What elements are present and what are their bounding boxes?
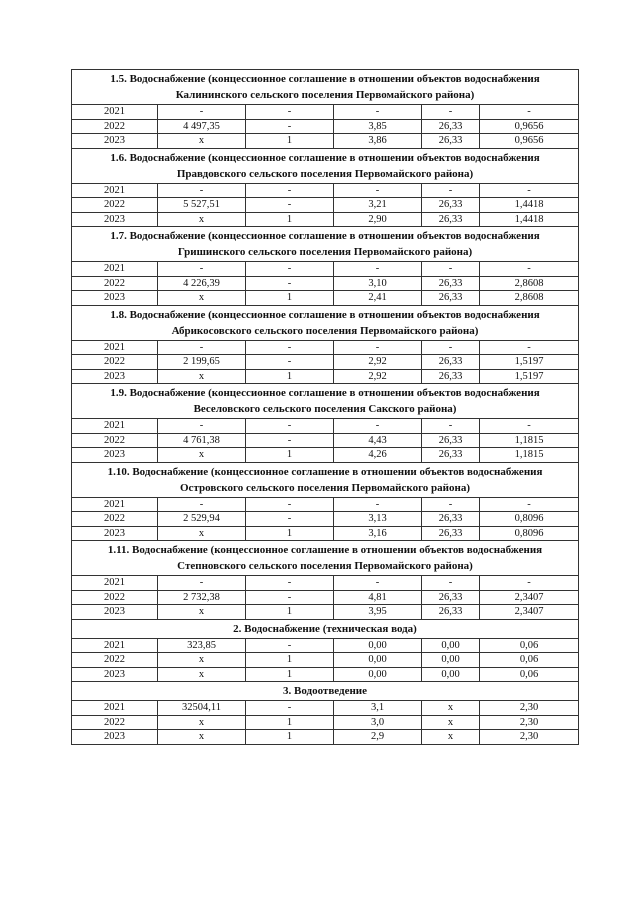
percent-cell: x [422, 730, 480, 745]
percent-cell: 26,33 [422, 448, 480, 463]
year-cell: 2021 [72, 701, 158, 716]
table-row [72, 730, 579, 745]
value-cell: 323,85 [158, 638, 246, 653]
quantity-cell: 1 [246, 730, 334, 745]
year-cell: 2022 [72, 590, 158, 605]
percent-cell: 26,33 [422, 134, 480, 149]
coefficient-cell: 0,8096 [480, 526, 579, 541]
coefficient-cell: - [480, 183, 579, 198]
rate-cell: - [334, 105, 422, 120]
coefficient-cell: 2,3407 [480, 590, 579, 605]
year-cell: 2022 [72, 355, 158, 370]
percent-cell: 26,33 [422, 276, 480, 291]
table-row [72, 198, 579, 213]
quantity-cell: - [246, 638, 334, 653]
year-cell: 2021 [72, 576, 158, 591]
table-row [72, 369, 579, 384]
coefficient-cell: 0,9656 [480, 119, 579, 134]
table-row [72, 512, 579, 527]
quantity-cell: 1 [246, 667, 334, 682]
value-cell: - [158, 105, 246, 120]
year-cell: 2023 [72, 667, 158, 682]
quantity-cell: - [246, 183, 334, 198]
section-header-row [72, 227, 579, 262]
percent-cell: - [422, 497, 480, 512]
year-cell: 2023 [72, 448, 158, 463]
rate-cell: 0,00 [334, 653, 422, 668]
quantity-cell: - [246, 512, 334, 527]
year-cell: 2022 [72, 276, 158, 291]
year-cell: 2021 [72, 638, 158, 653]
year-cell: 2023 [72, 369, 158, 384]
rate-cell: 2,92 [334, 355, 422, 370]
coefficient-cell: 2,8608 [480, 276, 579, 291]
quantity-cell: 1 [246, 448, 334, 463]
section-header-row [72, 384, 579, 419]
table-row [72, 497, 579, 512]
value-cell: x [158, 448, 246, 463]
quantity-cell: - [246, 433, 334, 448]
quantity-cell: - [246, 497, 334, 512]
coefficient-cell: 1,4418 [480, 212, 579, 227]
year-cell: 2022 [72, 512, 158, 527]
percent-cell: 26,33 [422, 212, 480, 227]
value-cell: x [158, 134, 246, 149]
quantity-cell: 1 [246, 291, 334, 306]
rate-cell: 3,16 [334, 526, 422, 541]
year-cell: 2021 [72, 105, 158, 120]
value-cell: 2 732,38 [158, 590, 246, 605]
value-cell: - [158, 183, 246, 198]
coefficient-cell: - [480, 262, 579, 277]
value-cell: - [158, 576, 246, 591]
table-row [72, 355, 579, 370]
coefficient-cell: 0,06 [480, 667, 579, 682]
rate-cell: - [334, 497, 422, 512]
rate-cell: 3,95 [334, 605, 422, 620]
value-cell: x [158, 526, 246, 541]
table-row [72, 605, 579, 620]
quantity-cell: 1 [246, 715, 334, 730]
value-cell: x [158, 605, 246, 620]
table-row [72, 262, 579, 277]
value-cell: - [158, 262, 246, 277]
section-header-row [72, 148, 579, 183]
table-row [72, 340, 579, 355]
year-cell: 2021 [72, 262, 158, 277]
value-cell: 2 529,94 [158, 512, 246, 527]
table-row [72, 590, 579, 605]
year-cell: 2023 [72, 526, 158, 541]
percent-cell: x [422, 715, 480, 730]
rate-cell: 3,1 [334, 701, 422, 716]
section-title: 1.10. Водоснабжение (концессионное соглашение в отношении объектов водоснабжения Островского сельского поселения Первомайского района) [72, 462, 579, 497]
table-row [72, 715, 579, 730]
coefficient-cell: 1,4418 [480, 198, 579, 213]
table-row [72, 433, 579, 448]
rate-cell: 4,43 [334, 433, 422, 448]
rate-cell: 2,9 [334, 730, 422, 745]
value-cell: - [158, 340, 246, 355]
section-title: 1.11. Водоснабжение (концессионное соглашение в отношении объектов водоснабжения Степновского сельского поселения Первомайского района) [72, 541, 579, 576]
quantity-cell: 1 [246, 653, 334, 668]
percent-cell: 0,00 [422, 638, 480, 653]
table-row [72, 667, 579, 682]
year-cell: 2021 [72, 419, 158, 434]
section-title: 3. Водоотведение [72, 682, 579, 701]
value-cell: 2 199,65 [158, 355, 246, 370]
coefficient-cell: 2,30 [480, 730, 579, 745]
coefficient-cell: 0,06 [480, 653, 579, 668]
rate-cell: - [334, 262, 422, 277]
quantity-cell: - [246, 198, 334, 213]
quantity-cell: - [246, 119, 334, 134]
coefficient-cell: 1,1815 [480, 448, 579, 463]
rate-cell: 3,85 [334, 119, 422, 134]
quantity-cell: - [246, 576, 334, 591]
table-row [72, 105, 579, 120]
section-title: 2. Водоснабжение (техническая вода) [72, 619, 579, 638]
rate-cell: 0,00 [334, 638, 422, 653]
quantity-cell: - [246, 419, 334, 434]
value-cell: - [158, 497, 246, 512]
year-cell: 2023 [72, 134, 158, 149]
percent-cell: 26,33 [422, 590, 480, 605]
percent-cell: 26,33 [422, 369, 480, 384]
table-row [72, 212, 579, 227]
year-cell: 2023 [72, 730, 158, 745]
percent-cell: 26,33 [422, 119, 480, 134]
percent-cell: x [422, 701, 480, 716]
year-cell: 2021 [72, 340, 158, 355]
quantity-cell: - [246, 105, 334, 120]
coefficient-cell: 1,5197 [480, 369, 579, 384]
value-cell: x [158, 715, 246, 730]
percent-cell: 26,33 [422, 291, 480, 306]
percent-cell: 26,33 [422, 605, 480, 620]
value-cell: 5 527,51 [158, 198, 246, 213]
coefficient-cell: - [480, 497, 579, 512]
rate-cell: 2,41 [334, 291, 422, 306]
rate-cell: - [334, 340, 422, 355]
year-cell: 2022 [72, 119, 158, 134]
section-title: 1.6. Водоснабжение (концессионное соглашение в отношении объектов водоснабжения Правдовского сельского поселения Первомайского района) [72, 148, 579, 183]
value-cell: x [158, 291, 246, 306]
quantity-cell: 1 [246, 605, 334, 620]
table-row [72, 291, 579, 306]
value-cell: 4 497,35 [158, 119, 246, 134]
rate-cell: 3,13 [334, 512, 422, 527]
percent-cell: - [422, 340, 480, 355]
table-row [72, 419, 579, 434]
year-cell: 2022 [72, 433, 158, 448]
coefficient-cell: 1,1815 [480, 433, 579, 448]
rate-cell: 4,26 [334, 448, 422, 463]
rate-cell: 3,86 [334, 134, 422, 149]
rate-cell: 2,90 [334, 212, 422, 227]
value-cell: 4 761,38 [158, 433, 246, 448]
section-title: 1.7. Водоснабжение (концессионное соглашение в отношении объектов водоснабжения Гришинского сельского поселения Первомайского района) [72, 227, 579, 262]
rate-cell: 3,10 [334, 276, 422, 291]
percent-cell: 0,00 [422, 667, 480, 682]
percent-cell: - [422, 576, 480, 591]
section-title: 1.5. Водоснабжение (концессионное соглашение в отношении объектов водоснабжения Калининского сельского поселения Первомайского района) [72, 70, 579, 105]
percent-cell: - [422, 262, 480, 277]
rate-cell: 4,81 [334, 590, 422, 605]
rate-cell: 2,92 [334, 369, 422, 384]
quantity-cell: 1 [246, 212, 334, 227]
table-row [72, 638, 579, 653]
year-cell: 2021 [72, 497, 158, 512]
percent-cell: 26,33 [422, 433, 480, 448]
year-cell: 2022 [72, 653, 158, 668]
coefficient-cell: 2,8608 [480, 291, 579, 306]
coefficient-cell: 0,9656 [480, 134, 579, 149]
rate-cell: 3,21 [334, 198, 422, 213]
coefficient-cell: 0,8096 [480, 512, 579, 527]
tariff-table [71, 69, 579, 745]
section-header-row [72, 305, 579, 340]
quantity-cell: - [246, 590, 334, 605]
coefficient-cell: - [480, 105, 579, 120]
quantity-cell: - [246, 276, 334, 291]
value-cell: x [158, 653, 246, 668]
quantity-cell: 1 [246, 369, 334, 384]
rate-cell: - [334, 419, 422, 434]
table-row [72, 119, 579, 134]
year-cell: 2023 [72, 212, 158, 227]
percent-cell: 0,00 [422, 653, 480, 668]
value-cell: x [158, 667, 246, 682]
year-cell: 2023 [72, 291, 158, 306]
rate-cell: 0,00 [334, 667, 422, 682]
table-row [72, 448, 579, 463]
section-header-row [72, 682, 579, 701]
coefficient-cell: 2,30 [480, 701, 579, 716]
percent-cell: - [422, 419, 480, 434]
section-title: 1.8. Водоснабжение (концессионное соглашение в отношении объектов водоснабжения Абрикосовского сельского поселения Первомайского района) [72, 305, 579, 340]
rate-cell: 3,0 [334, 715, 422, 730]
quantity-cell: - [246, 340, 334, 355]
percent-cell: 26,33 [422, 512, 480, 527]
section-header-row [72, 619, 579, 638]
rate-cell: - [334, 576, 422, 591]
coefficient-cell: - [480, 419, 579, 434]
percent-cell: - [422, 183, 480, 198]
percent-cell: - [422, 105, 480, 120]
rate-cell: - [334, 183, 422, 198]
table-row [72, 276, 579, 291]
quantity-cell: 1 [246, 526, 334, 541]
coefficient-cell: - [480, 340, 579, 355]
table-row [72, 653, 579, 668]
percent-cell: 26,33 [422, 198, 480, 213]
year-cell: 2022 [72, 198, 158, 213]
value-cell: 32504,11 [158, 701, 246, 716]
coefficient-cell: 1,5197 [480, 355, 579, 370]
value-cell: 4 226,39 [158, 276, 246, 291]
percent-cell: 26,33 [422, 526, 480, 541]
coefficient-cell: 2,3407 [480, 605, 579, 620]
section-title: 1.9. Водоснабжение (концессионное соглашение в отношении объектов водоснабжения Веселовского сельского поселения Сакского района) [72, 384, 579, 419]
coefficient-cell: 0,06 [480, 638, 579, 653]
value-cell: x [158, 212, 246, 227]
table-row [72, 183, 579, 198]
section-header-row [72, 541, 579, 576]
table-row [72, 526, 579, 541]
year-cell: 2021 [72, 183, 158, 198]
value-cell: - [158, 419, 246, 434]
year-cell: 2023 [72, 605, 158, 620]
section-header-row [72, 70, 579, 105]
coefficient-cell: - [480, 576, 579, 591]
quantity-cell: 1 [246, 134, 334, 149]
value-cell: x [158, 730, 246, 745]
percent-cell: 26,33 [422, 355, 480, 370]
value-cell: x [158, 369, 246, 384]
quantity-cell: - [246, 701, 334, 716]
table-row [72, 134, 579, 149]
coefficient-cell: 2,30 [480, 715, 579, 730]
table-row [72, 701, 579, 716]
quantity-cell: - [246, 355, 334, 370]
section-header-row [72, 462, 579, 497]
table-row [72, 576, 579, 591]
quantity-cell: - [246, 262, 334, 277]
year-cell: 2022 [72, 715, 158, 730]
